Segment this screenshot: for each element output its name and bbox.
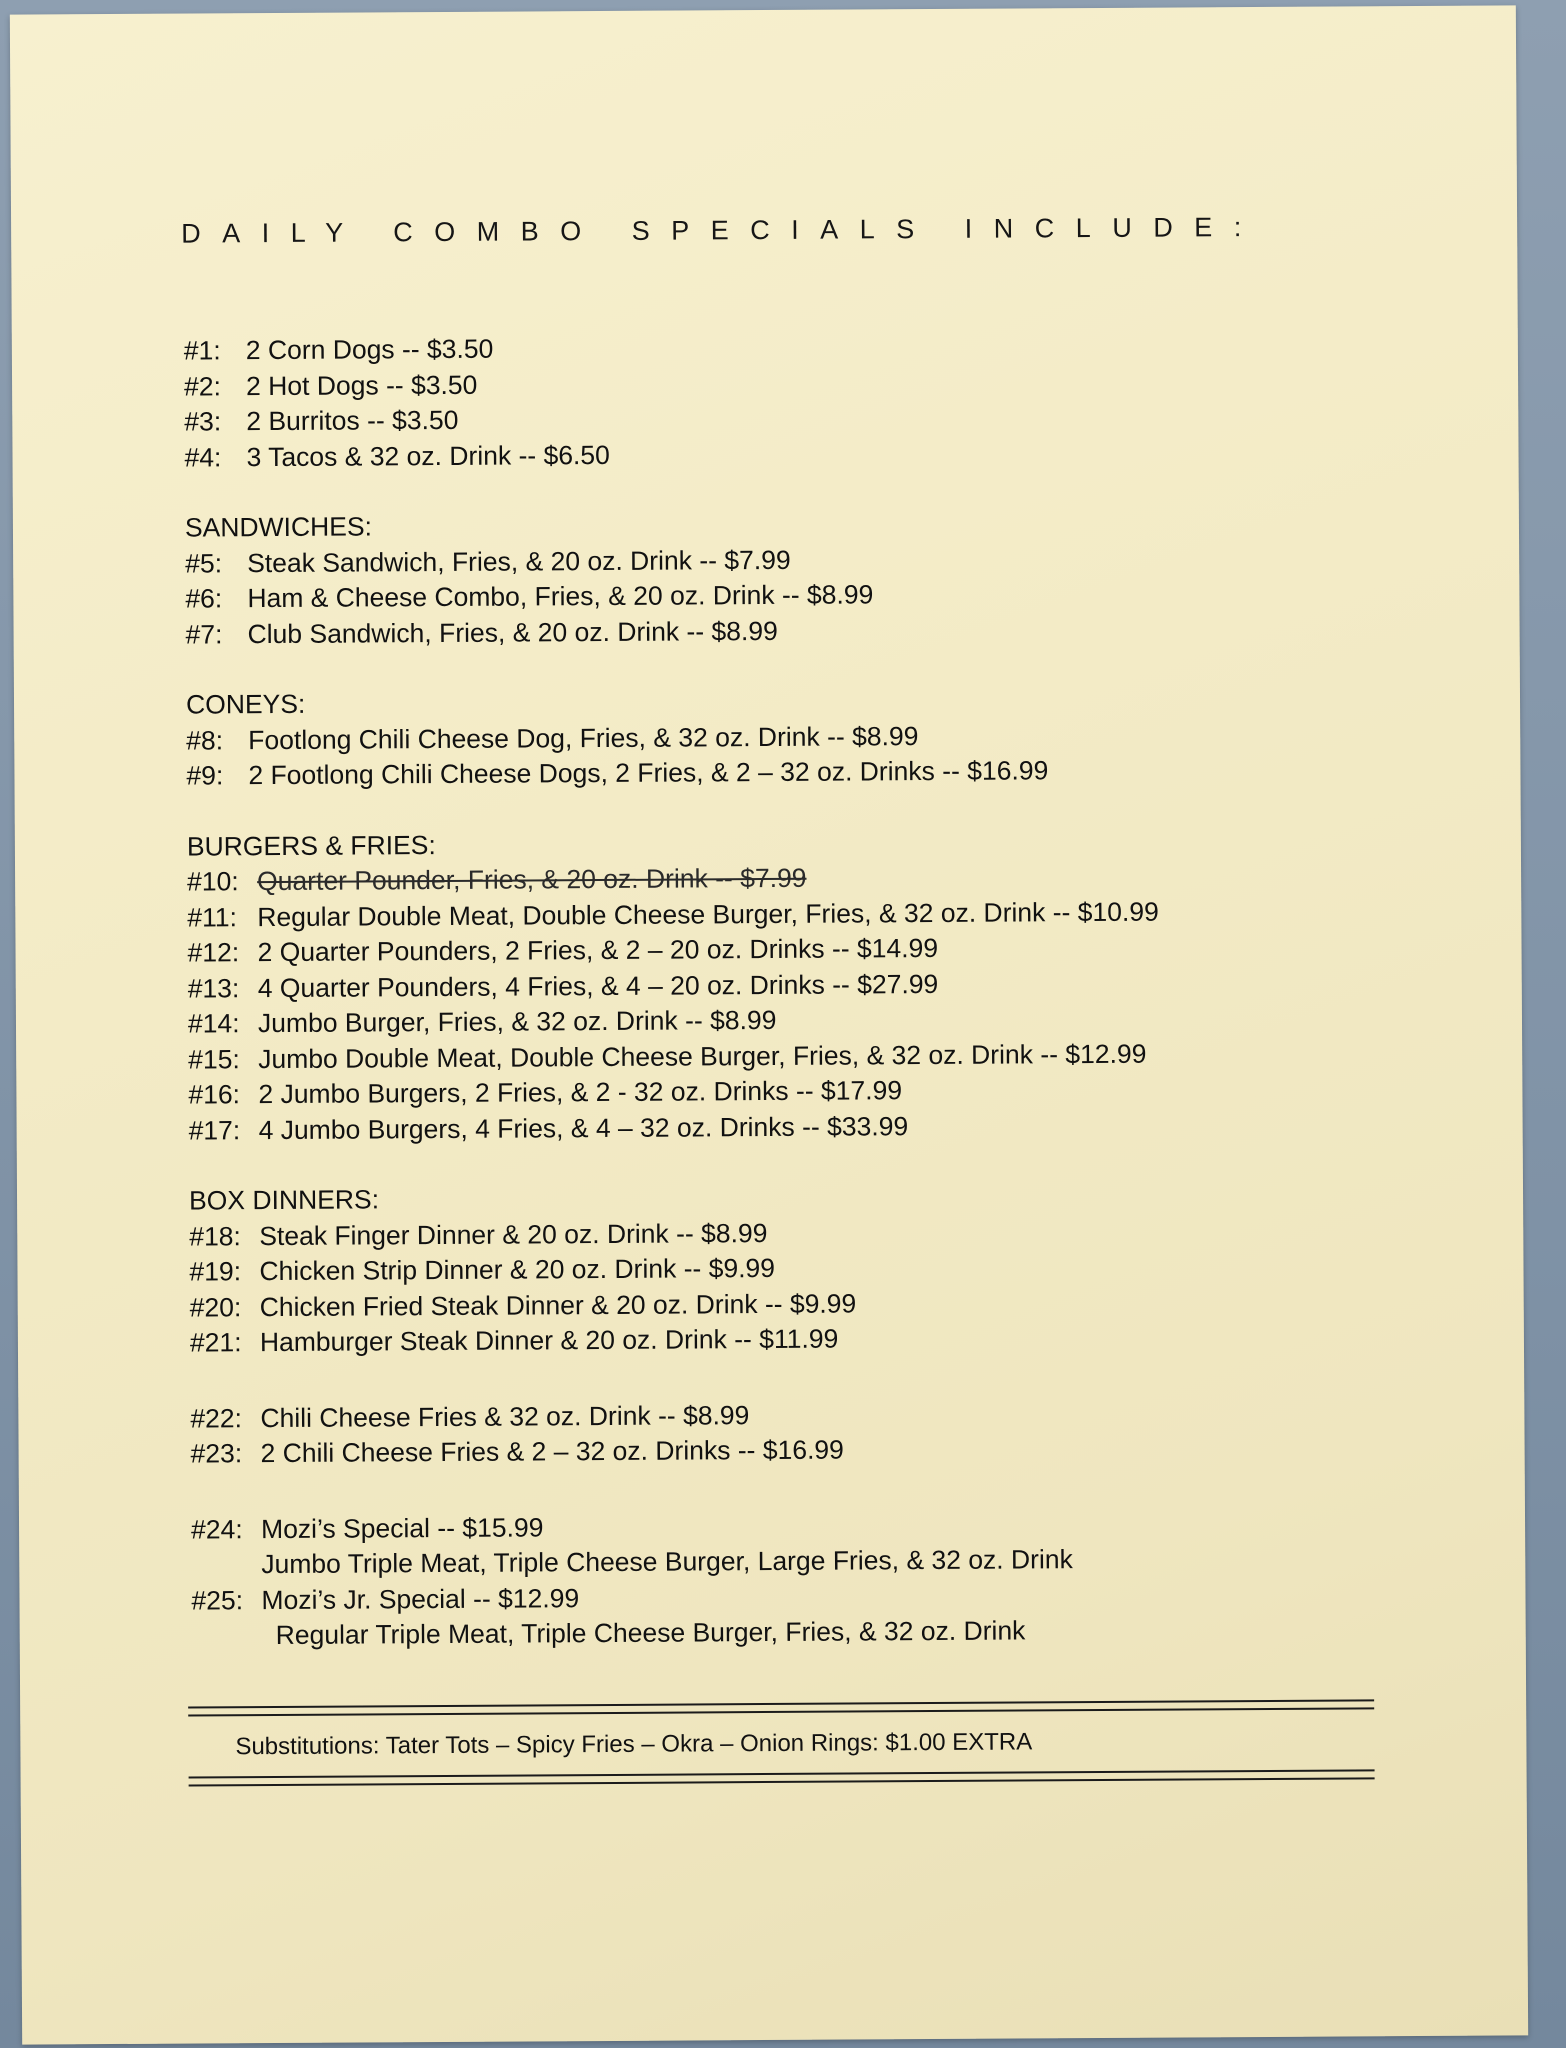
item-number: #15: xyxy=(188,1043,240,1075)
item-description: Jumbo Triple Meat, Triple Cheese Burger, Large Fries, & 32 oz. Drink xyxy=(261,1544,1073,1580)
section-title-coneys: CONEYS: xyxy=(185,688,306,720)
item-text: Chicken Strip Dinner & 20 oz. Drink -- $9.99 xyxy=(259,1252,776,1287)
item-number: #24: xyxy=(190,1513,243,1545)
item-text: Chili Cheese Fries & 32 oz. Drink -- $8.99 xyxy=(260,1399,750,1433)
item-number: #1: xyxy=(183,335,221,366)
item-text: 2 Burritos -- $3.50 xyxy=(246,404,459,437)
menu-sheet xyxy=(10,5,1528,2044)
item-number: #25: xyxy=(191,1584,244,1616)
item-number: #20: xyxy=(189,1291,242,1323)
section-title-box-dinners: BOX DINNERS: xyxy=(188,1184,380,1216)
divider-bottom xyxy=(189,1769,1375,1786)
item-number: #8: xyxy=(186,724,224,756)
section-title-sandwiches: SANDWICHES: xyxy=(184,511,373,543)
item-text: 2 Jumbo Burgers, 2 Fries, & 2 - 32 oz. Drinks -- $17.99 xyxy=(258,1075,903,1110)
item-number: #3: xyxy=(184,406,222,437)
item-text: Steak Finger Dinner & 20 oz. Drink -- $8.99 xyxy=(259,1217,768,1251)
item-text: 2 Footlong Chili Cheese Dogs, 2 Fries, & 2 – 32 oz. Drinks -- $16.99 xyxy=(248,755,1049,791)
item-number: #17: xyxy=(188,1114,241,1146)
item-text: 2 Quarter Pounders, 2 Fries, & 2 – 20 oz. Drinks -- $14.99 xyxy=(257,932,939,968)
page-title: DAILY COMBO SPECIALS INCLUDE: xyxy=(181,211,1263,249)
item-text: 3 Tacos & 32 oz. Drink -- $6.50 xyxy=(246,439,610,472)
item-number: #18: xyxy=(189,1220,241,1252)
item-number: #6: xyxy=(185,583,223,614)
item-number: #2: xyxy=(183,370,222,402)
item-number: #23: xyxy=(190,1438,243,1469)
item-text: Jumbo Burger, Fries, & 32 oz. Drink -- $8.99 xyxy=(257,1004,777,1039)
item-number: #16: xyxy=(188,1079,241,1110)
item-text: Club Sandwich, Fries, & 20 oz. Drink -- $8.99 xyxy=(247,615,778,649)
item-text: Jumbo Double Meat, Double Cheese Burger, Fries, & 32 oz. Drink -- $12.99 xyxy=(258,1038,1147,1074)
item-text: Steak Sandwich, Fries, & 20 oz. Drink -- $7.99 xyxy=(247,544,791,578)
menu-list xyxy=(184,326,1492,1654)
item-number: #21: xyxy=(189,1327,242,1358)
item-text: 2 Hot Dogs -- $3.50 xyxy=(245,369,478,401)
divider-top xyxy=(188,1699,1374,1716)
item-number: #22: xyxy=(190,1402,243,1434)
item-text: Footlong Chili Cheese Dog, Fries, & 32 oz. Drink -- $8.99 xyxy=(248,720,919,755)
item-number: #10: xyxy=(187,866,239,897)
item-number: #4: xyxy=(184,441,222,473)
item-number: #11: xyxy=(187,901,238,933)
item-text-struck: Quarter Pounder, Fries, & 20 oz. Drink -- $7.99 xyxy=(257,862,807,897)
section-title-burgers: BURGERS & FRIES: xyxy=(186,829,436,862)
item-text: 2 Corn Dogs -- $3.50 xyxy=(245,333,494,366)
item-number: #7: xyxy=(185,618,223,650)
item-number: #12: xyxy=(187,937,240,968)
item-text: Regular Double Meat, Double Cheese Burger, Fries, & 32 oz. Drink -- $10.99 xyxy=(257,896,1159,932)
item-text: Chicken Fried Steak Dinner & 20 oz. Drink -- $9.99 xyxy=(259,1287,857,1322)
item-number: #19: xyxy=(189,1256,242,1287)
item-number: #5: xyxy=(185,547,223,579)
item-text: Mozi’s Special -- $15.99 xyxy=(260,1511,544,1544)
item-number: #9: xyxy=(186,760,224,791)
item-text: Hamburger Steak Dinner & 20 oz. Drink -- $11.99 xyxy=(259,1323,839,1358)
item-number: #13: xyxy=(187,972,240,1004)
substitutions-note: Substitutions: Tater Tots – Spicy Fries – Okra – Onion Rings: $1.00 EXTRA xyxy=(235,1728,1033,1761)
item-number: #14: xyxy=(187,1008,240,1039)
item-text: 2 Chili Cheese Fries & 2 – 32 oz. Drinks -- $16.99 xyxy=(260,1434,844,1469)
item-text: 4 Jumbo Burgers, 4 Fries, & 4 – 32 oz. Drinks -- $33.99 xyxy=(258,1110,909,1145)
item-text: 4 Quarter Pounders, 4 Fries, & 4 – 20 oz. Drinks -- $27.99 xyxy=(257,968,939,1003)
item-text: Ham & Cheese Combo, Fries, & 20 oz. Drink -- $8.99 xyxy=(247,579,874,614)
item-description: Regular Triple Meat, Triple Cheese Burger, Fries, & 32 oz. Drink xyxy=(275,1615,1026,1651)
item-text: Mozi’s Jr. Special -- $12.99 xyxy=(261,1582,580,1615)
